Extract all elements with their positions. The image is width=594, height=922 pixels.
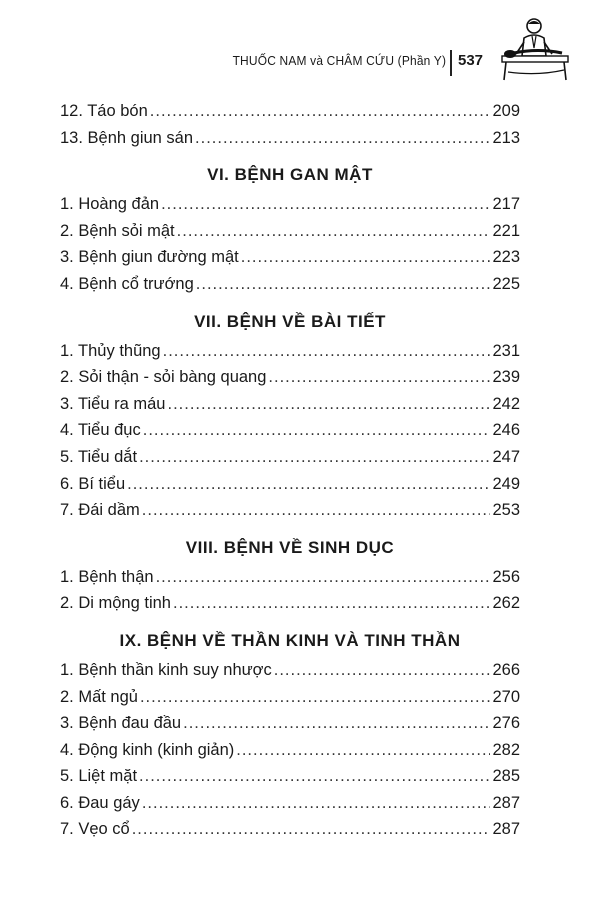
toc-entry	[60, 767, 520, 794]
dot-leader	[139, 767, 490, 786]
toc-entry-page: 249	[492, 474, 520, 493]
dot-leader	[161, 195, 490, 214]
toc-entry	[60, 475, 520, 502]
section-title: IX. BỆNH VỀ THẦN KINH VÀ TINH THẦN	[119, 630, 461, 650]
toc-entry	[60, 248, 520, 275]
toc-entry-page: 256	[492, 567, 520, 586]
toc-entry-page: 231	[492, 341, 520, 360]
toc-entry	[60, 820, 520, 847]
toc-entry	[60, 714, 520, 741]
toc-entry	[60, 741, 520, 768]
dot-leader	[150, 102, 491, 121]
toc-entry-page: 223	[492, 248, 520, 267]
toc-entry	[60, 501, 520, 528]
toc-entry-label: 1. Bệnh thận	[60, 567, 154, 586]
header-separator	[450, 50, 452, 76]
toc-entry-label: 4. Tiểu đục	[60, 421, 141, 440]
toc-entry-label: 6. Đau gáy	[60, 793, 140, 812]
toc-entry-label: 2. Bệnh sỏi mật	[60, 221, 175, 240]
toc-entry-label: 3. Tiểu ra máu	[60, 394, 166, 413]
dot-leader	[156, 568, 491, 587]
toc-entry	[60, 568, 520, 595]
dot-leader	[183, 714, 490, 733]
toc-entry-page: 246	[492, 421, 520, 440]
dot-leader	[236, 741, 490, 760]
toc-entry-label: 3. Bệnh giun đường mật	[60, 248, 239, 267]
section-title: VI. BỆNH GAN MẬT	[207, 165, 373, 185]
toc-entry	[60, 102, 520, 129]
toc-entry-label: 3. Bệnh đau đầu	[60, 714, 182, 733]
section-title: VIII. BỆNH VỀ SINH DỤC	[185, 537, 395, 557]
dot-leader	[167, 395, 490, 414]
toc-entry	[60, 594, 520, 621]
toc-entry-page: 221	[492, 221, 520, 240]
toc-entry-label: 1. Bệnh thần kinh suy nhược	[60, 660, 272, 679]
toc-entry-label: 7. Đái dầm	[60, 501, 140, 520]
toc-entry-page: 225	[492, 274, 520, 293]
dot-leader	[268, 368, 490, 387]
dot-leader	[139, 448, 490, 467]
dot-leader	[195, 129, 490, 148]
toc-entry-page: 209	[492, 102, 520, 120]
section-title: VII. BỆNH VỀ BÀI TIẾT	[194, 311, 386, 331]
dot-leader	[274, 661, 491, 680]
toc-entry	[60, 275, 520, 302]
toc-entry-label: 13. Bệnh giun sán	[60, 128, 194, 147]
toc-entry-page: 285	[492, 767, 520, 786]
dot-leader	[241, 248, 491, 267]
dot-leader	[177, 222, 491, 241]
toc-entry-page: 287	[492, 793, 520, 812]
toc-entry-page: 262	[492, 594, 520, 613]
page-number: 537	[458, 52, 484, 69]
toc-entry-label: 2. Mất ngủ	[60, 687, 138, 706]
toc-entry-page: 282	[492, 740, 520, 759]
toc-entry-label: 2. Di mộng tinh	[60, 594, 171, 613]
toc-entry-page: 270	[492, 687, 520, 706]
toc-entry-page: 253	[492, 501, 520, 520]
toc-entry	[60, 195, 520, 222]
toc-entry	[60, 661, 520, 688]
toc-entry-page: 287	[492, 820, 520, 839]
toc-entry-label: 4. Động kinh (kinh giản)	[60, 740, 235, 759]
toc-entry-label: 12. Táo bón	[60, 102, 148, 120]
toc-entry-label: 1. Thủy thũng	[60, 341, 161, 360]
toc-entry	[60, 129, 520, 156]
dot-leader	[142, 794, 491, 813]
toc-entry	[60, 448, 520, 475]
dot-leader	[140, 688, 491, 707]
toc-entry-page: 217	[492, 195, 520, 214]
toc-entry-label: 7. Vẹo cổ	[60, 820, 130, 839]
toc-entry	[60, 342, 520, 369]
toc-entry-page: 213	[492, 128, 520, 147]
toc-entry	[60, 421, 520, 448]
toc-entry	[60, 368, 520, 395]
toc-entry-page: 276	[492, 714, 520, 733]
toc-entry-page: 239	[492, 368, 520, 387]
toc-entry-label: 5. Liệt mặt	[60, 767, 138, 786]
toc-entry-label: 1. Hoàng đản	[60, 195, 160, 214]
toc-entry-page: 242	[492, 394, 520, 413]
toc-entry	[60, 794, 520, 821]
dot-leader	[142, 501, 491, 520]
acupuncture-illustration-icon	[498, 18, 570, 82]
dot-leader	[173, 594, 490, 613]
dot-leader	[163, 342, 491, 361]
dot-leader	[143, 421, 491, 440]
toc-entry-label: 4. Bệnh cổ trướng	[60, 274, 194, 293]
toc-entry	[60, 222, 520, 249]
dot-leader	[132, 820, 491, 839]
toc-entry-label: 2. Sỏi thận - sỏi bàng quang	[60, 368, 267, 387]
toc-entry	[60, 395, 520, 422]
dot-leader	[127, 475, 490, 494]
table-of-contents	[60, 102, 520, 847]
running-title: THUỐC NAM và CHÂM CỨU (Phần Y)	[232, 53, 446, 68]
toc-entry-page: 247	[492, 447, 520, 466]
dot-leader	[196, 275, 491, 294]
toc-entry	[60, 688, 520, 715]
toc-entry-page: 266	[492, 660, 520, 679]
toc-entry-label: 6. Bí tiểu	[60, 474, 126, 493]
toc-entry-label: 5. Tiểu dắt	[60, 447, 138, 466]
